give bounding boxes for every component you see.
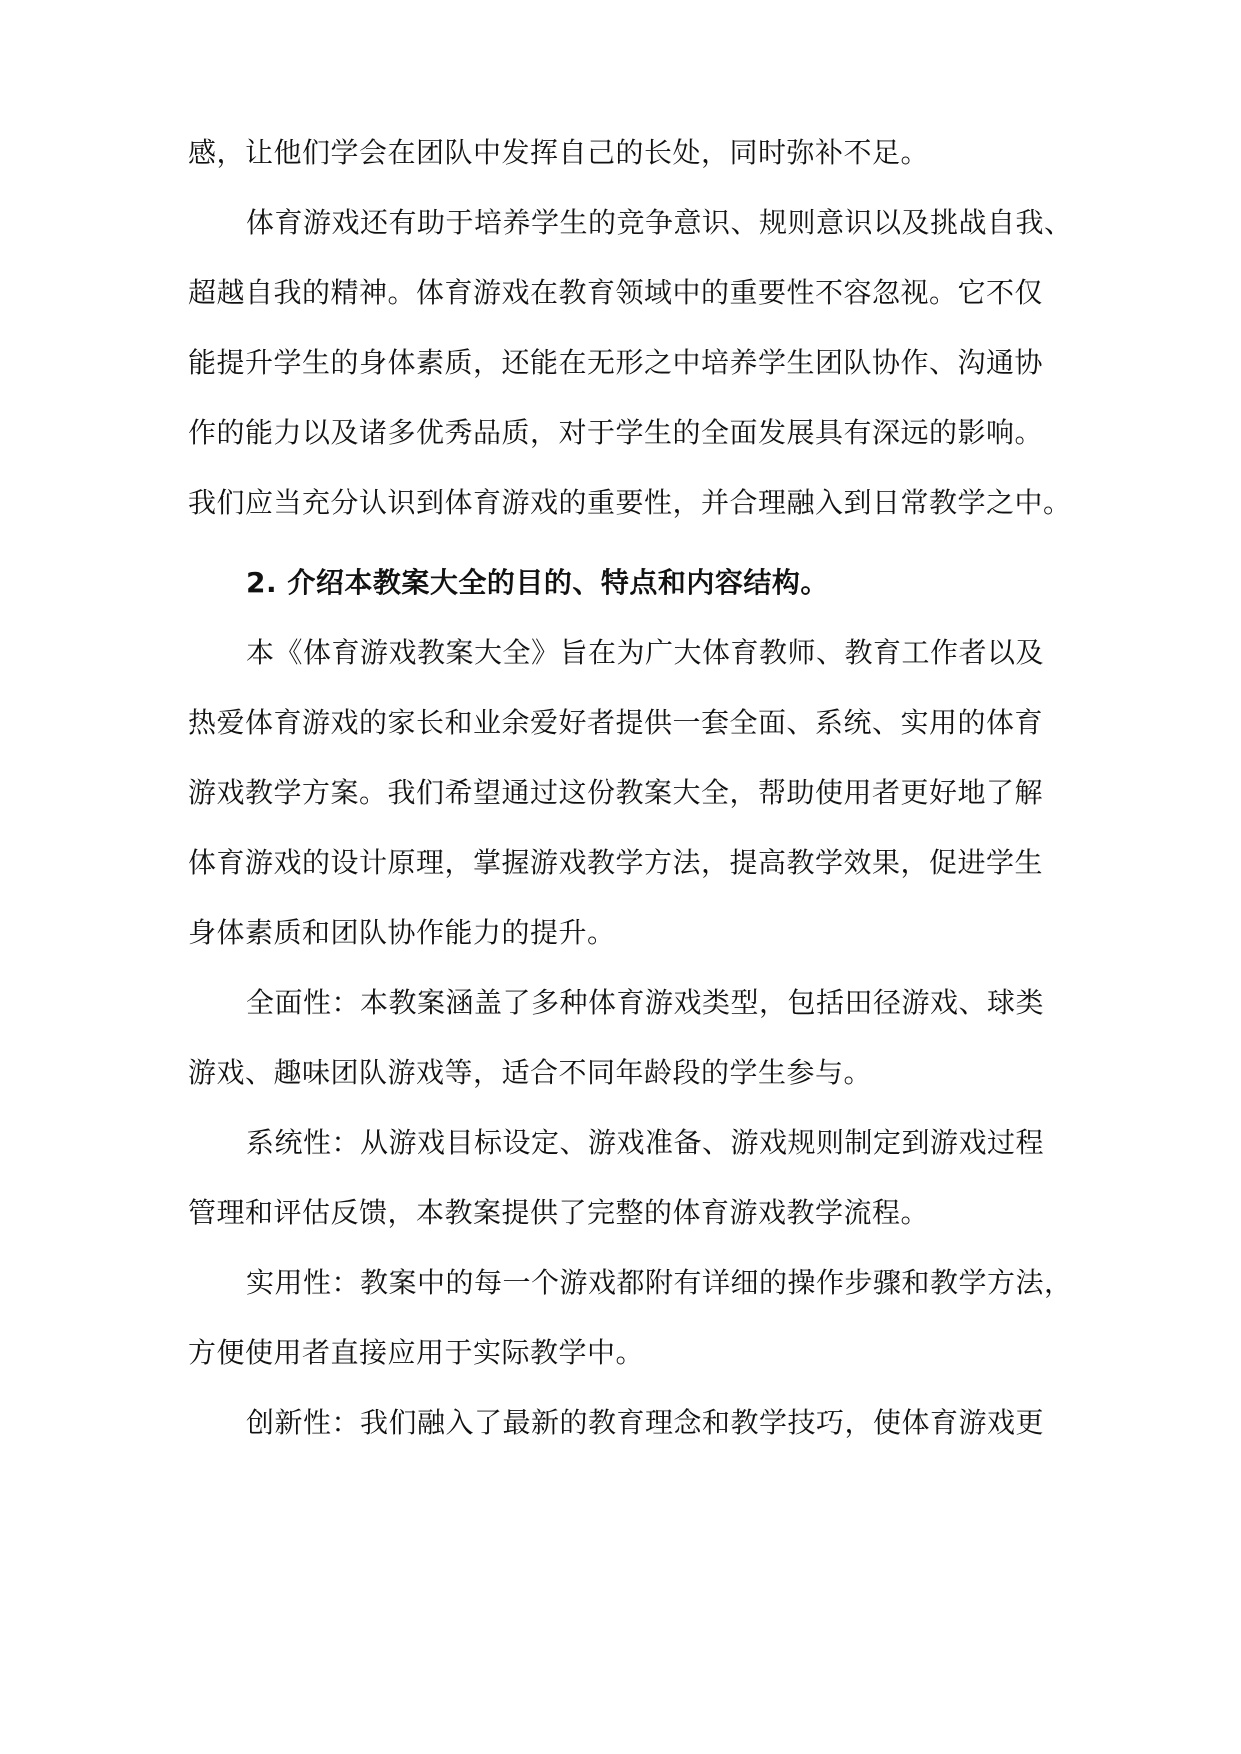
paragraph-line: 游戏、趣味团队游戏等，适合不同年龄段的学生参与。 [188,1056,873,1089]
paragraph-line: 感，让他们学会在团队中发挥自己的长处，同时弥补不足。 [188,136,930,169]
paragraph-line: 实用性：教案中的每一个游戏都附有详细的操作步骤和教学方法， [246,1266,1073,1299]
paragraph-line: 能提升学生的身体素质，还能在无形之中培养学生团队协作、沟通协 [188,346,1044,379]
section-heading: 2. 介绍本教案大全的目的、特点和内容结构。 [246,566,829,599]
paragraph-line: 热爱体育游戏的家长和业余爱好者提供一套全面、系统、实用的体育 [188,706,1044,739]
paragraph-line: 游戏教学方案。我们希望通过这份教案大全，帮助使用者更好地了解 [188,776,1044,809]
paragraph-line: 作的能力以及诸多优秀品质，对于学生的全面发展具有深远的影响。 [188,416,1044,449]
paragraph-line: 管理和评估反馈，本教案提供了完整的体育游戏教学流程。 [188,1196,930,1229]
paragraph-line: 全面性：本教案涵盖了多种体育游戏类型，包括田径游戏、球类 [246,986,1045,1019]
paragraph-line: 本《体育游戏教案大全》旨在为广大体育教师、教育工作者以及 [246,636,1045,669]
paragraph-line: 创新性：我们融入了最新的教育理念和教学技巧，使体育游戏更 [246,1406,1045,1439]
paragraph-line: 我们应当充分认识到体育游戏的重要性，并合理融入到日常教学之中。 [188,486,1072,519]
paragraph-line: 身体素质和团队协作能力的提升。 [188,916,616,949]
paragraph-line: 方便使用者直接应用于实际教学中。 [188,1336,645,1369]
paragraph-line: 体育游戏的设计原理，掌握游戏教学方法，提高教学效果，促进学生 [188,846,1044,879]
paragraph-line: 超越自我的精神。体育游戏在教育领域中的重要性不容忽视。它不仅 [188,276,1044,309]
paragraph-line: 系统性：从游戏目标设定、游戏准备、游戏规则制定到游戏过程 [246,1126,1045,1159]
paragraph-line: 体育游戏还有助于培养学生的竞争意识、规则意识以及挑战自我、 [246,206,1073,239]
